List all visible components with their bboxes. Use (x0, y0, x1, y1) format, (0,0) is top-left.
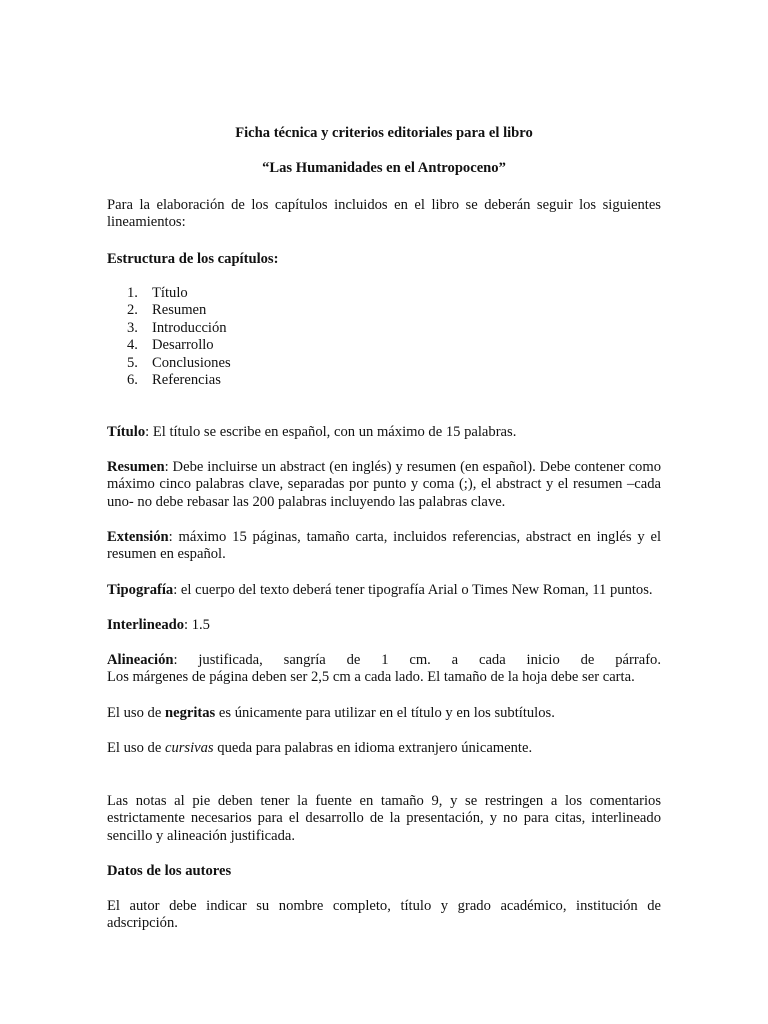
autores-paragraph: El autor debe indicar su nombre completo, título y grado académico, institución de adscripción. (107, 898, 661, 932)
list-item: 4. Desarrollo (127, 337, 214, 354)
negritas-term: negritas (164, 705, 216, 721)
negritas-paragraph: El uso de negritas es únicamente para utilizar en el título y en los subtítulos. (107, 705, 555, 721)
alineacion-term: Alineación (107, 652, 174, 668)
list-item: 6. Referencias (127, 371, 221, 388)
autores-heading: Datos de los autores (107, 863, 232, 879)
list-item: 2. Resumen (127, 302, 207, 319)
list-item: 5. Conclusiones (127, 354, 231, 371)
alineacion-paragraph: Alineación: justificada, sangría de 1 cm. a cada inicio de párrafo. Los márgenes de página deben ser 2,5 cm a cada lado. El tamaño de la hoja debe ser carta. (107, 652, 661, 686)
resumen-paragraph: Resumen: Debe incluirse un abstract (en inglés) y resumen (en español). Debe contener como máximo cinco palabras clave, separadas por punto y coma (;), el abstract y el resumen –cada uno- no debe rebasar las 200 palabras incluyendo las palabras clave. (107, 459, 661, 510)
structure-list (107, 285, 452, 389)
notas-paragraph: Las notas al pie deben tener la fuente en tamaño 9, y se restringen a los comentarios estrictamente necesarios para el desarrollo de la presentación, y no para citas, interlineado sencillo y alineación justificada. (107, 793, 661, 844)
interlineado-term: Interlineado (107, 617, 185, 633)
titulo-term: Título (107, 424, 146, 440)
list-item: 3. Introducción (127, 319, 227, 336)
document-title: Ficha técnica y criterios editoriales para el libro (235, 125, 533, 141)
cursivas-term: cursivas (164, 740, 214, 756)
list-item: 1. Título (127, 285, 188, 301)
titulo-paragraph: Título: El título se escribe en español, con un máximo de 15 palabras. (107, 424, 517, 440)
tipografia-paragraph: Tipografía: el cuerpo del texto deberá tener tipografía Arial o Times New Roman, 11 puntos. (107, 582, 653, 598)
resumen-term: Resumen (107, 459, 165, 475)
extension-paragraph: Extensión: máximo 15 páginas, tamaño carta, incluidos referencias, abstract en inglés y el resumen en español. (107, 529, 661, 563)
structure-heading: Estructura de los capítulos: (107, 251, 279, 267)
intro-paragraph: Para la elaboración de los capítulos incluidos en el libro se deberán seguir los siguientes lineamientos: (107, 197, 661, 231)
tipografia-term: Tipografía (107, 582, 174, 598)
book-title: “Las Humanidades en el Antropoceno” (262, 160, 506, 176)
interlineado-paragraph: Interlineado: 1.5 (107, 617, 210, 633)
cursivas-paragraph: El uso de cursivas queda para palabras en idioma extranjero únicamente. (107, 740, 533, 756)
extension-term: Extensión (107, 529, 169, 545)
